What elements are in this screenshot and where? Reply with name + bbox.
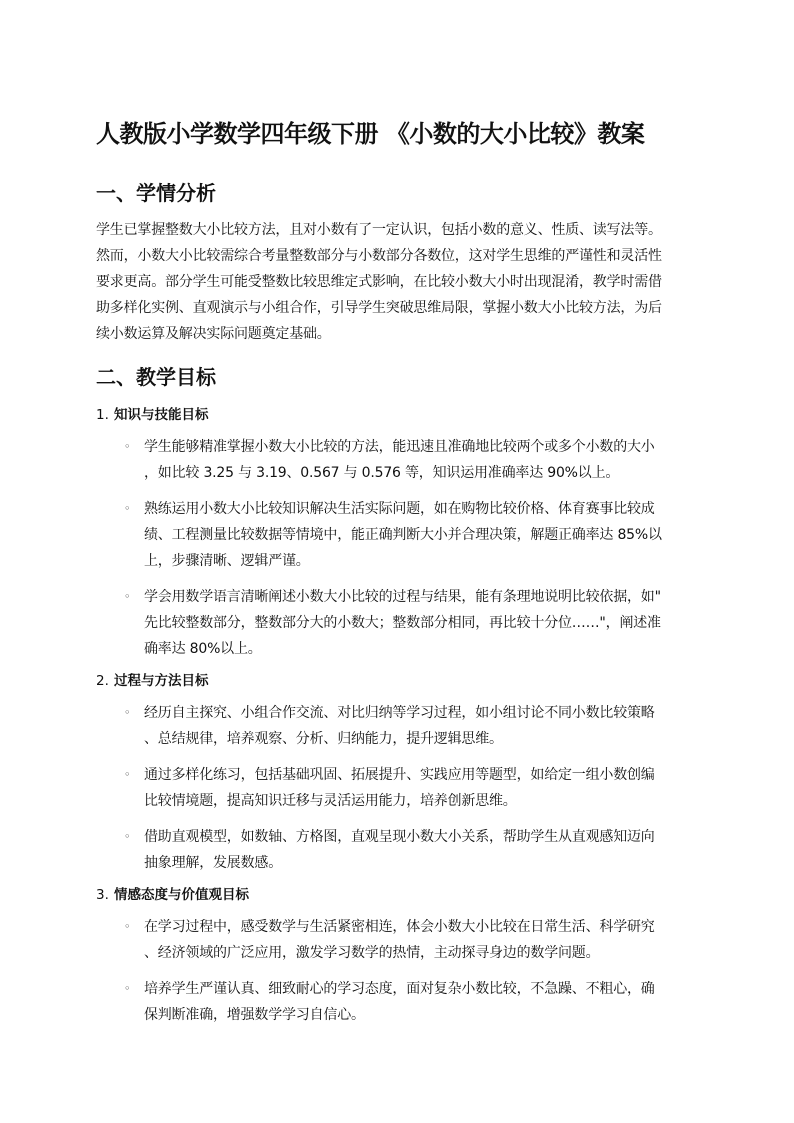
goal-bullet-item	[96, 700, 694, 752]
bullet-line: 抽象理解，发展数感。	[144, 855, 282, 871]
bullet-line: ，如比较 3.25 与 3.19、0.567 与 0.576 等，知识运用准确率达 90%以上。	[144, 465, 620, 481]
paragraph-line: 学生已掌握整数大小比较方法，且对小数有了一定认识，包括小数的意义、性质、读写法等。	[96, 222, 662, 238]
bullet-line: 绩、工程测量比较数据等情境中，能正确判断大小并合理决策，解题正确率达 85%以	[144, 527, 662, 543]
goal-knowledge-skills	[96, 404, 700, 670]
goal-bullets	[96, 914, 700, 1028]
paragraph-line: 然而，小数大小比较需综合考量整数部分与小数部分各数位，这对学生思维的严谨性和灵活性	[96, 248, 662, 264]
goal-heading	[96, 884, 700, 906]
bullet-line: 保判断准确，增强数学学习自信心。	[144, 1007, 365, 1023]
document-title: 人教版小学数学四年级下册 《小数的大小比较》教案	[96, 120, 645, 148]
goal-number: 2.	[96, 673, 109, 689]
paragraph-line: 要求更高。部分学生可能受整数比较思维定式影响，在比较小数大小时出现混淆，教学时需借	[96, 274, 662, 290]
bullet-circle-icon: ◦	[124, 440, 131, 453]
goal-process-method	[96, 670, 700, 884]
goal-bullets	[96, 434, 700, 662]
goal-title: 情感态度与价值观目标	[114, 887, 249, 903]
goal-bullet-item	[96, 584, 694, 662]
bullet-line: 通过多样化练习，包括基础巩固、拓展提升、实践应用等题型，如给定一组小数创编	[144, 767, 655, 783]
goal-bullet-item	[96, 976, 694, 1028]
goal-bullet-item	[96, 762, 694, 814]
bullet-line: 先比较整数部分，整数部分大的小数大；整数部分相同，再比较十分位……"，阐述准	[144, 615, 661, 631]
bullet-circle-icon: ◦	[124, 830, 131, 843]
goal-bullet-item	[96, 496, 694, 574]
bullet-circle-icon: ◦	[124, 502, 131, 515]
goal-bullets	[96, 700, 700, 876]
paragraph-line: 续小数运算及解决实际问题奠定基础。	[96, 326, 331, 342]
bullet-line: 比较情境题，提高知识迁移与灵活运用能力，培养创新思维。	[144, 793, 517, 809]
bullet-line: 在学习过程中，感受数学与生活紧密相连，体会小数大小比较在日常生活、科学研究	[144, 919, 655, 935]
bullet-circle-icon: ◦	[124, 590, 131, 603]
goal-bullet-item	[96, 824, 694, 876]
bullet-line: 熟练运用小数大小比较知识解决生活实际问题，如在购物比较价格、体育赛事比较成	[144, 501, 655, 517]
section-heading-goals: 二、教学目标	[96, 365, 216, 389]
bullet-line: 学生能够精准掌握小数大小比较的方法，能迅速且准确地比较两个或多个小数的大小	[144, 439, 655, 455]
paragraph-line: 助多样化实例、直观演示与小组合作，引导学生突破思维局限，掌握小数大小比较方法，为后	[96, 300, 662, 316]
bullet-circle-icon: ◦	[124, 768, 131, 781]
bullet-line: 经历自主探究、小组合作交流、对比归纳等学习过程，如小组讨论不同小数比较策略	[144, 705, 655, 721]
goal-title: 知识与技能目标	[114, 407, 209, 423]
bullet-circle-icon: ◦	[124, 920, 131, 933]
goal-list	[96, 404, 700, 1028]
goal-title: 过程与方法目标	[114, 673, 209, 689]
bullet-line: 、经济领域的广泛应用，激发学习数学的热情，主动探寻身边的数学问题。	[144, 945, 600, 961]
goal-heading	[96, 670, 700, 692]
analysis-paragraph	[96, 217, 700, 347]
bullet-circle-icon: ◦	[124, 982, 131, 995]
goal-bullet-item	[96, 434, 694, 486]
goal-bullet-item	[96, 914, 694, 966]
goal-heading	[96, 404, 700, 426]
goal-number: 1.	[96, 407, 109, 423]
bullet-line: 学会用数学语言清晰阐述小数大小比较的过程与结果，能有条理地说明比较依据，如"	[144, 589, 661, 605]
bullet-line: 培养学生严谨认真、细致耐心的学习态度，面对复杂小数比较，不急躁、不粗心，确	[144, 981, 655, 997]
bullet-circle-icon: ◦	[124, 706, 131, 719]
goal-number: 3.	[96, 887, 109, 903]
section-heading-analysis: 一、学情分析	[96, 181, 216, 205]
bullet-line: 确率达 80%以上。	[144, 641, 262, 657]
bullet-line: 、总结规律，培养观察、分析、归纳能力，提升逻辑思维。	[144, 731, 503, 747]
bullet-line: 借助直观模型，如数轴、方格图，直观呈现小数大小关系，帮助学生从直观感知迈向	[144, 829, 655, 845]
goal-emotion-values	[96, 884, 700, 1028]
bullet-line: 上，步骤清晰、逻辑严谨。	[144, 553, 310, 569]
